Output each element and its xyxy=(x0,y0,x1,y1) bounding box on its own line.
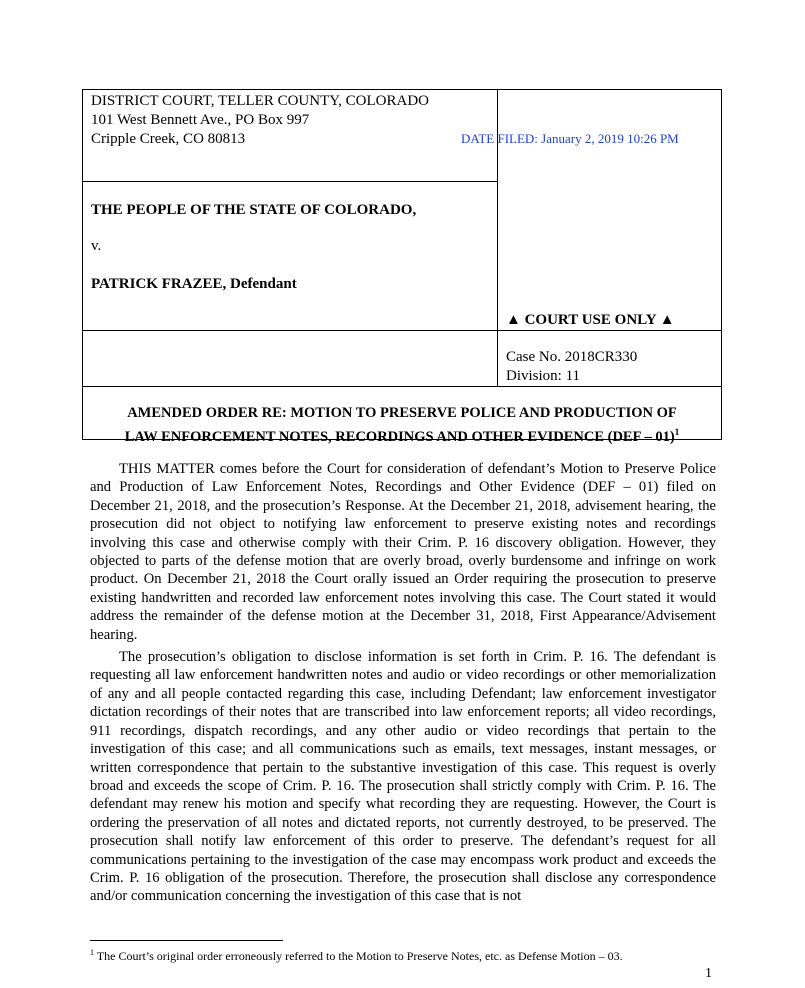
defendant: PATRICK FRAZEE, Defendant xyxy=(91,276,297,292)
versus: v. xyxy=(91,238,102,254)
footnote-text: The Court’s original order erroneously referred to the Motion to Preserve Notes, etc. as Defense Motion – 03. xyxy=(94,949,623,963)
division: Division: 11 xyxy=(506,368,581,384)
paragraph-2: The prosecution’s obligation to disclose information is set forth in Crim. P. 16. The defendant is requesting all law enforcement handwritten notes and audio or video recordings or other memorialization of any and all people contacted regarding this case, including Defendant; law enforcement investigator dictation recordings of their notes that are transcribed into law enforcement reports; all video recordings, 911 recordings, dispatch recordings, and any other audio or video recordings that pertain to the investigation of this case; and all communications such as emails, text messages, instant messages, or written correspondence that pertain to the substantive investigation of this case. This request is overly broad and exceeds the scope of Crim. P. 16. The prosecution shall strictly comply with Crim. P. 16. The defendant may renew his motion and specify what recording they are requesting. However, the Court is ordering the preservation of all notes and dictated reports, not currently destroyed, to be preserved. The prosecution shall notify law enforcement of this order to preserve. The defendant’s request for all communications pertaining to the investigation of the case may encompass work product and exceeds the Crim. P. 16 obligation of the prosecution. Therefore, the prosecution shall disclose any correspondence and/or communication concerning the investigation of this case that is not xyxy=(90,649,716,905)
caption-empty-cell xyxy=(83,330,498,386)
footnote-marker: 1 xyxy=(674,427,680,437)
plaintiff: THE PEOPLE OF THE STATE OF COLORADO, xyxy=(91,202,417,218)
court-use-only: ▲ COURT USE ONLY ▲ xyxy=(506,312,675,328)
order-title xyxy=(83,404,721,447)
footnote xyxy=(90,948,623,964)
court-street: 101 West Bennett Ave., PO Box 997 xyxy=(91,112,310,128)
date-filed-stamp: DATE FILED: January 2, 2019 10:26 PM xyxy=(461,131,679,146)
court-name: DISTRICT COURT, TELLER COUNTY, COLORADO xyxy=(91,93,429,109)
case-info xyxy=(506,348,637,386)
page-number: 1 xyxy=(705,966,712,981)
caption-divider xyxy=(83,386,721,387)
court-use-box xyxy=(498,182,722,330)
case-number: Case No. 2018CR330 xyxy=(506,349,638,365)
order-title-line-1: AMENDED ORDER RE: MOTION TO PRESERVE POLICE AND PRODUCTION OF xyxy=(127,405,677,421)
footnote-number: 1 xyxy=(90,948,94,957)
court-address-block xyxy=(83,90,498,182)
order-title-line-2: LAW ENFORCEMENT NOTES, RECORDINGS AND OTHER EVIDENCE (DEF – 01)$^1$ xyxy=(124,427,680,445)
parties-block xyxy=(83,182,498,330)
order-body xyxy=(90,460,716,910)
court-city: Cripple Creek, CO 80813 xyxy=(91,131,246,147)
footnote-divider xyxy=(90,940,283,941)
case-caption xyxy=(82,89,722,445)
paragraph-1: THIS MATTER comes before the Court for consideration of defendant’s Motion to Preserve Police and Production of Law Enforcement Notes, Recordings and Other Evidence (DEF – 01) filed on December 21, 2018, and the prosecution’s Response. At the December 21, 2018, advisement hearing, the prosecution did not object to notifying law enforcement to preserve existing notes and recordings involving this case and otherwise comply with their Crim. P. 16 discovery obligation. However, they objected to parts of the defense motion that are overly broad, overly burdensome and infringe on work product. On December 21, 2018 the Court orally issued an Order requiring the prosecution to preserve existing handwritten and recorded law enforcement notes involving this case. The Court stated it would address the remainder of the defense motion at the December 31, 2018, First Appearance/Advisement hearing. xyxy=(90,461,716,643)
